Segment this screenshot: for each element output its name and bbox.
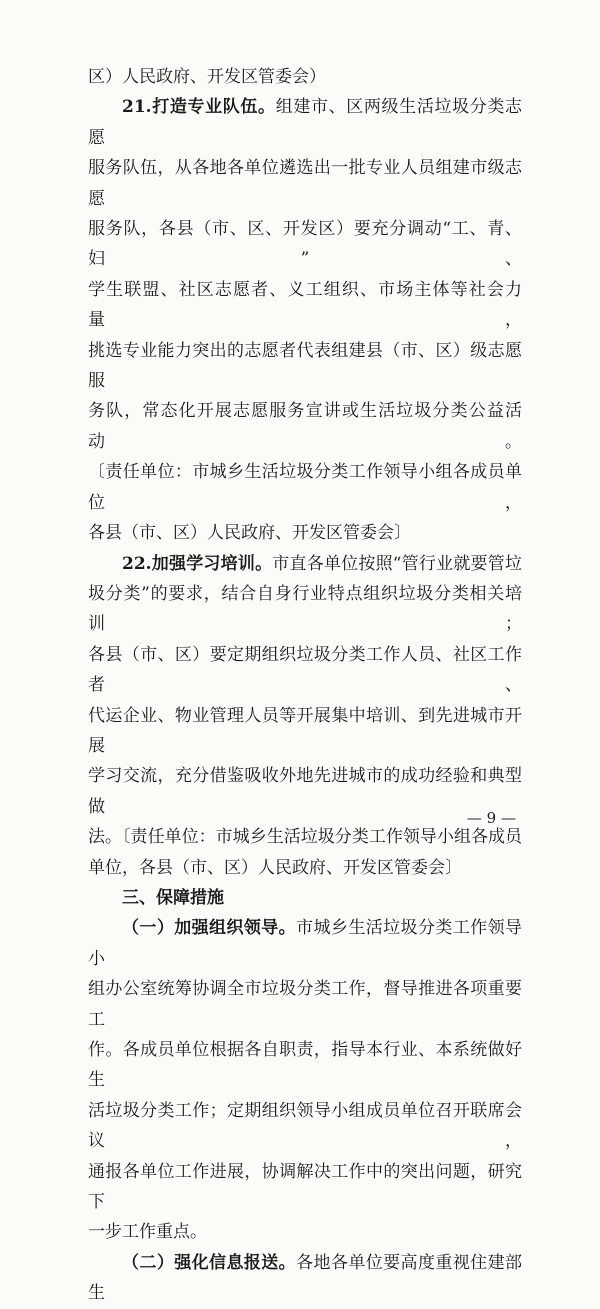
text-line: 一步工作重点。 [88,1222,207,1243]
text-line: 服务队，各县（市、区、开发区）要充分调动“工、青、妇”、 [88,219,522,270]
item-21-first-line [88,92,522,153]
text-line: 活垃圾分类工作；定期组织领导小组成员单位召开联席会议， [88,1100,522,1152]
page-number: — 9 — [466,809,516,827]
sub-2-title: （二）强化信息报送。 [122,1252,297,1273]
text-line: 单位，各县（市、区）人民政府、开发区管委会〕 [88,857,462,878]
text-line: 圾分类”的要求，结合自身行业特点组织垃圾分类相关培训； [88,583,522,635]
text-line: 服务队伍，从各地各单位遴选出一批专业人员组建市级志愿 [88,158,522,209]
text-line: 组办公室统筹协调全市垃圾分类工作，督导推进各项重要工 [88,979,522,1030]
item-21-text: 组建市、区两级生活垃圾分类志愿 [88,97,523,148]
text-line: 各县（市、区）人民政府、开发区管委会〕 [88,523,411,544]
sub-2-text: 各地各单位要高度重视住建部生 [88,1252,523,1304]
text-line: 挑选专业能力突出的志愿者代表组建县（市、区）级志愿服 [88,340,522,392]
text-line: 通报各单位工作进展，协调解决工作中的突出问题，研究下 [88,1161,522,1213]
item-22-title: 22.加强学习培训。 [122,553,273,574]
text-line: 作。各成员单位根据各自职责，指导本行业、本系统做好生 [88,1040,522,1091]
sub-2-first-line [88,1248,522,1309]
item-22-text: 市直各单位按照“管行业就要管垃 [272,553,522,574]
item-21-title: 21.打造专业队伍。 [122,97,276,118]
body-text [88,62,522,1309]
sub-1-first-line [88,913,522,974]
text-line: 务队，常态化开展志愿服务宣讲或生活垃圾分类公益活动。 [88,401,522,452]
text-line: 代运企业、物业管理人员等开展集中培训、到先进城市开展 [88,705,522,756]
text-line: 法。〔责任单位：市城乡生活垃圾分类工作领导小组各成员 [88,827,522,848]
text-line: 学生联盟、社区志愿者、义工组织、市场主体等社会力量， [88,279,522,331]
text-line: 各县（市、区）要定期组织垃圾分类工作人员、社区工作者、 [88,644,522,696]
section-3-heading: 三、保障措施 [122,887,224,908]
text-line: 区）人民政府、开发区管委会） [88,67,326,87]
sub-1-title: （一）加强组织领导。 [122,918,297,939]
text-line: 学习交流，充分借鉴吸收外地先进城市的成功经验和典型做 [88,766,522,817]
text-line: 〔责任单位：市城乡生活垃圾分类工作领导小组各成员单位， [88,462,522,513]
sub-1-text: 市城乡生活垃圾分类工作领导小 [88,918,523,969]
item-22-first-line [88,549,522,579]
